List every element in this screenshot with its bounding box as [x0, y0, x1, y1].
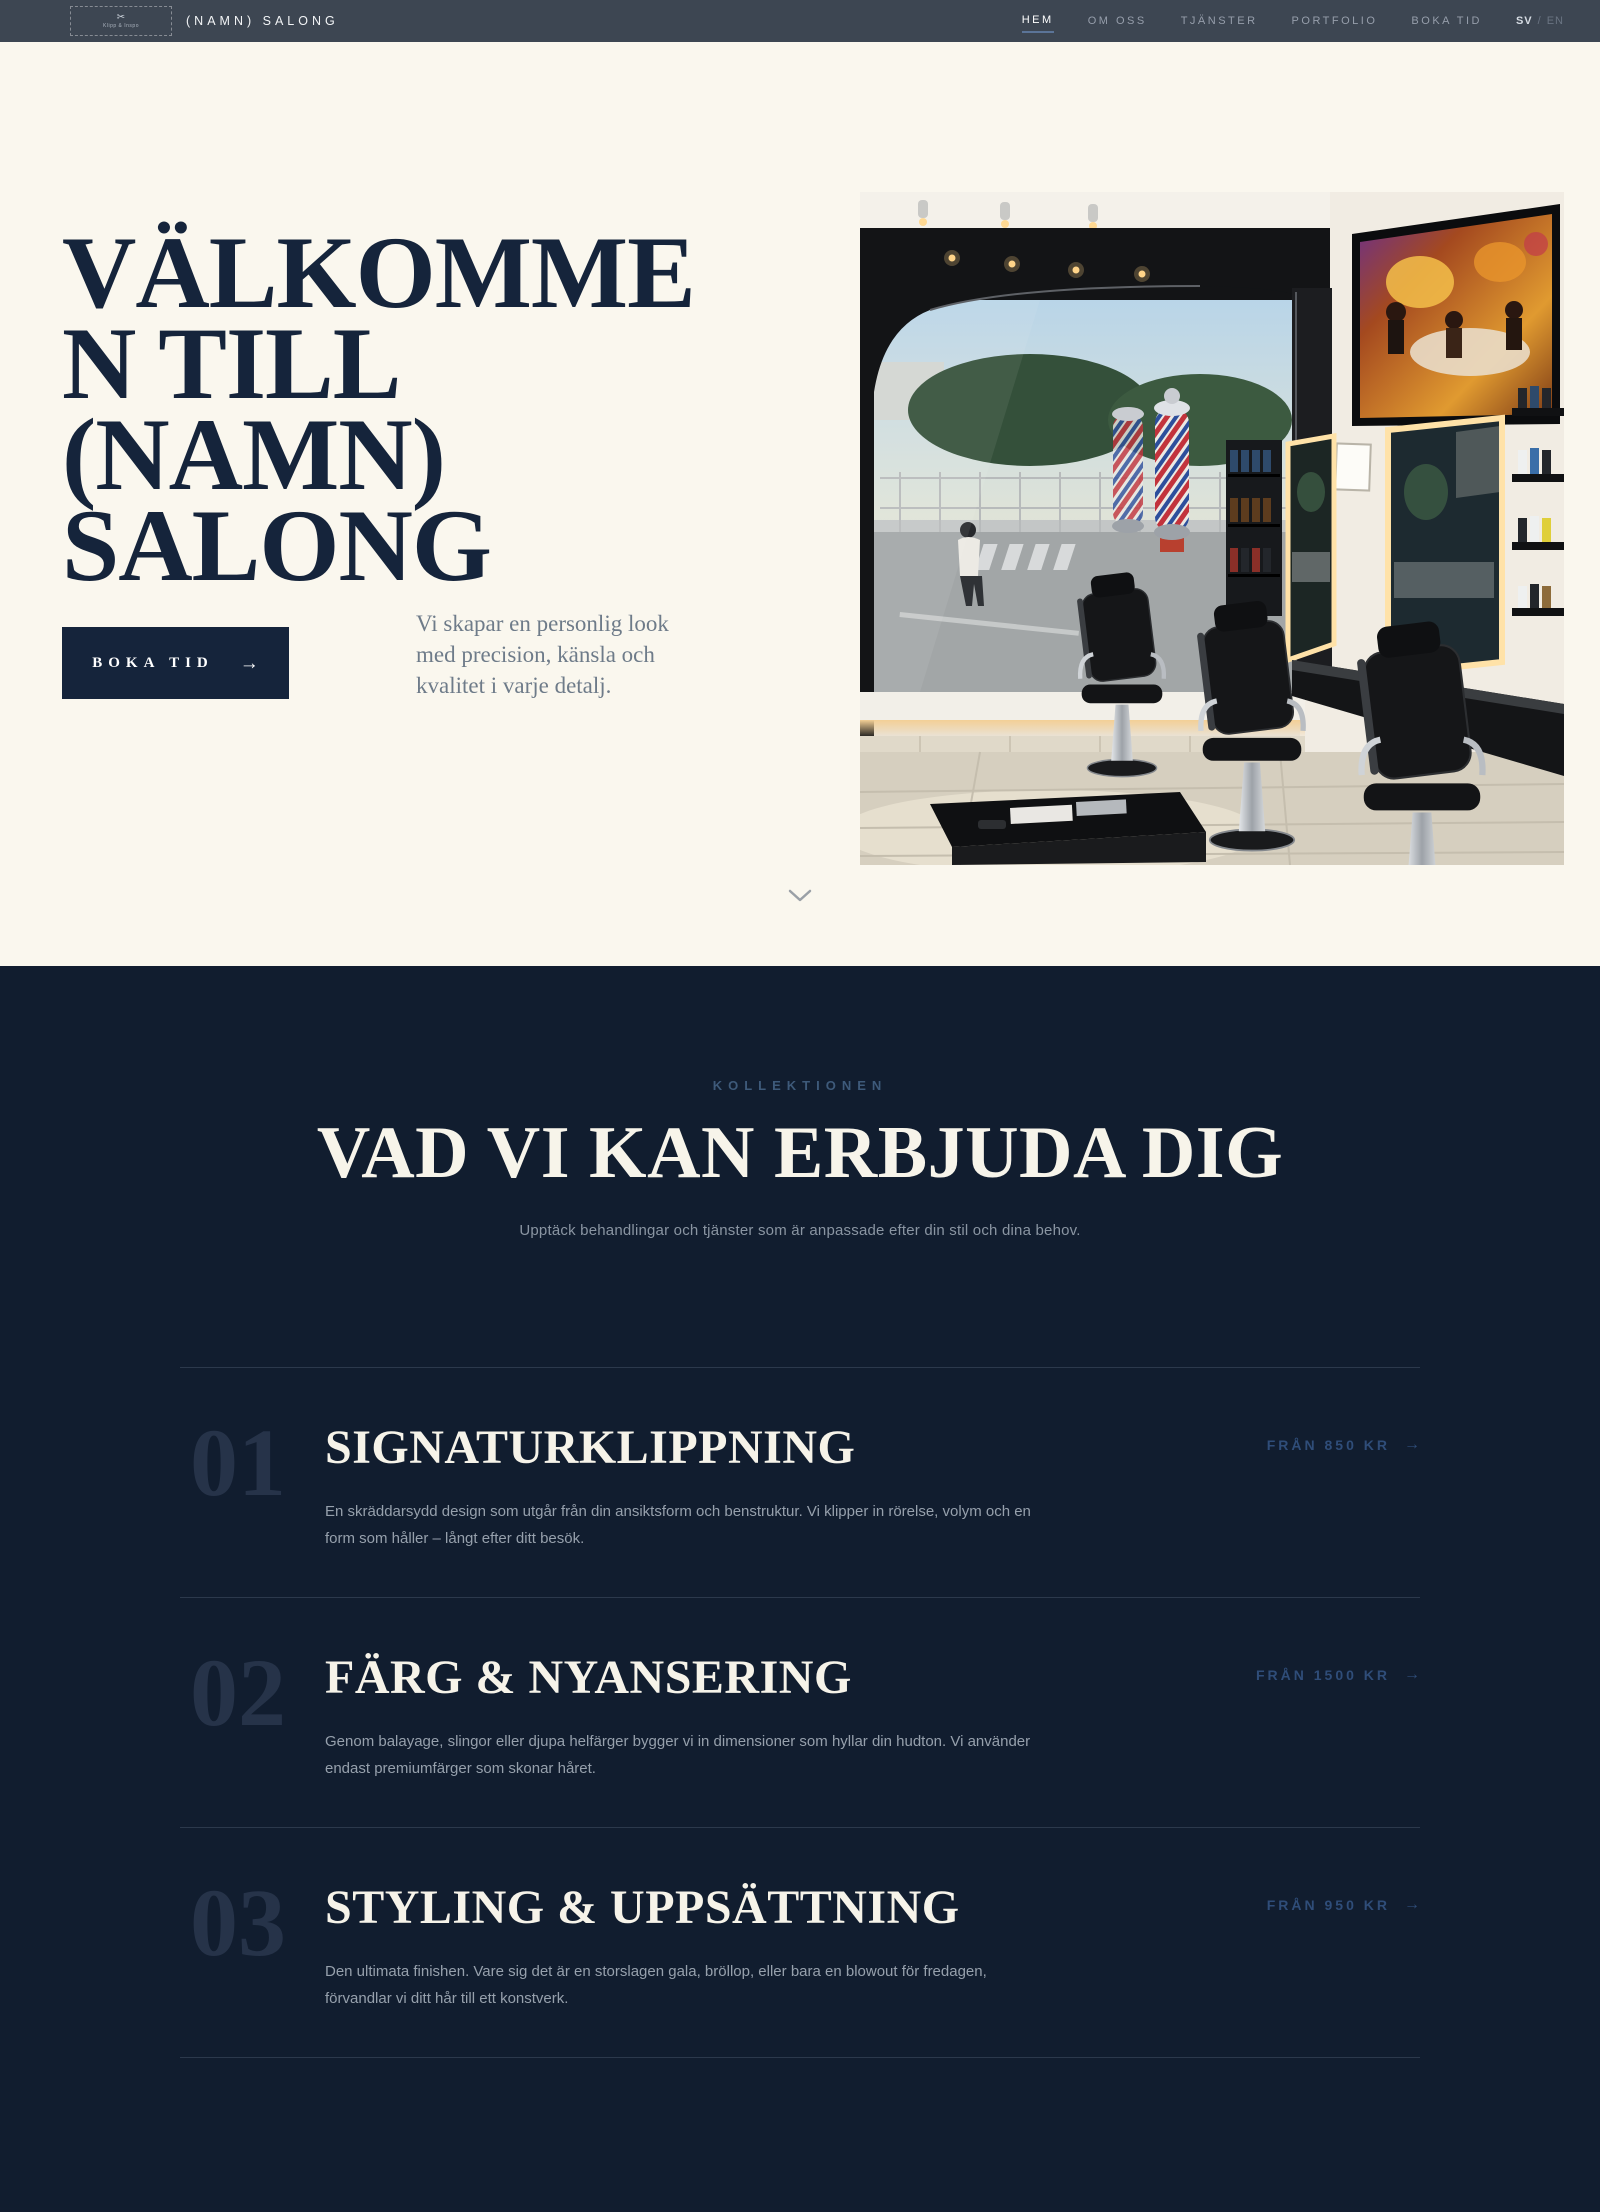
service-row-farg-nyansering — [180, 1597, 1420, 1827]
logo[interactable] — [70, 6, 172, 36]
barbershop-interior-illustration — [860, 192, 1564, 865]
tv-screen — [1352, 204, 1560, 426]
price-label: FRÅN 1500 KR — [1255, 1667, 1390, 1683]
arrow-right-icon: → — [1404, 1436, 1420, 1453]
scroll-down-button[interactable] — [786, 888, 814, 904]
lang-sv[interactable]: SV — [1515, 15, 1533, 27]
lit-mirror — [1288, 436, 1334, 660]
hero-title-line: VÄLKOMME — [62, 216, 695, 330]
nav-item-boka-tid[interactable]: BOKA TID — [1411, 15, 1482, 27]
product-shelves-left — [1226, 440, 1282, 616]
services-subtitle: Upptäck behandlingar och tjänster som är anpassade efter din stil och dina behov. — [519, 1222, 1081, 1239]
services-eyebrow: KOLLEKTIONEN — [712, 1078, 888, 1093]
service-description: Genom balayage, slingor eller djupa helfärger bygger vi in dimensioner som hyllar din hudton. Vi använder endast premiumfärger som skonar håret. — [325, 1733, 1031, 1777]
service-description: En skräddarsydd design som utgår från din ansiktsform och benstruktur. Vi klipper in rörelse, volym och en form som håller – långt efter ditt besök. — [325, 1503, 1031, 1547]
boka-tid-button[interactable] — [62, 627, 289, 699]
hero-description: Vi skapar en personlig look med precision, känsla och kvalitet i varje detalj. — [416, 611, 669, 698]
arrow-right-icon: → — [1404, 1896, 1420, 1913]
hero-title-line: (NAMN) — [62, 398, 445, 512]
services-title: VAD VI KAN ERBJUDA DIG — [316, 1112, 1284, 1194]
service-row-styling-uppsattning — [180, 1827, 1420, 2057]
service-price-link[interactable] — [1267, 1896, 1420, 1914]
brand-name[interactable]: (NAMN) SALONG — [186, 14, 339, 28]
service-number: 01 — [190, 1409, 286, 1516]
arrow-right-icon: → — [1404, 1666, 1420, 1683]
logo-caption: Klipp & Inspo — [103, 23, 139, 29]
service-title: SIGNATURKLIPPNING — [325, 1421, 856, 1474]
service-description: Den ultimata finishen. Vare sig det är en storslagen gala, bröllop, eller bara en blowout för fredagen, förvandlar vi ditt hår till ett konstverk. — [325, 1963, 987, 2007]
nav-menu — [1022, 10, 1482, 33]
service-number: 03 — [190, 1869, 286, 1976]
service-title: FÄRG & NYANSERING — [325, 1651, 852, 1704]
price-label: FRÅN 850 KR — [1266, 1437, 1390, 1453]
hero-image — [860, 192, 1564, 865]
nav-item-om-oss[interactable]: OM OSS — [1087, 15, 1147, 27]
service-row-signaturklippning — [180, 1367, 1420, 1597]
lang-separator: / — [1537, 15, 1542, 27]
service-info — [325, 1881, 1170, 2012]
nav-item-hem[interactable]: HEM — [1022, 10, 1054, 33]
arrow-right-icon: → — [239, 652, 259, 674]
services-section — [0, 966, 1600, 2212]
hero-title-line: N TILL — [62, 307, 401, 421]
hero-section — [0, 42, 1600, 966]
nav-item-portfolio[interactable]: PORTFOLIO — [1291, 15, 1378, 27]
service-price-link[interactable] — [1256, 1666, 1420, 1684]
navbar — [0, 0, 1600, 42]
coffee-table — [930, 792, 1206, 865]
scissors-icon: ✂ — [116, 12, 126, 23]
service-title: STYLING & UPPSÄTTNING — [325, 1881, 960, 1934]
service-number: 02 — [190, 1639, 286, 1746]
hero-title-line: SALONG — [62, 489, 491, 603]
service-info — [325, 1421, 1170, 1552]
service-price-link[interactable] — [1267, 1436, 1420, 1454]
boka-tid-label: BOKA TID — [92, 654, 214, 671]
service-list — [180, 1367, 1420, 2058]
nav-item-tjanster[interactable]: TJÄNSTER — [1180, 15, 1258, 27]
language-switcher[interactable] — [1516, 15, 1564, 27]
hero-title — [62, 216, 695, 603]
service-info — [325, 1651, 1170, 1782]
chevron-down-icon — [786, 888, 814, 904]
lang-en[interactable]: EN — [1546, 15, 1564, 27]
price-label: FRÅN 950 KR — [1266, 1897, 1390, 1913]
